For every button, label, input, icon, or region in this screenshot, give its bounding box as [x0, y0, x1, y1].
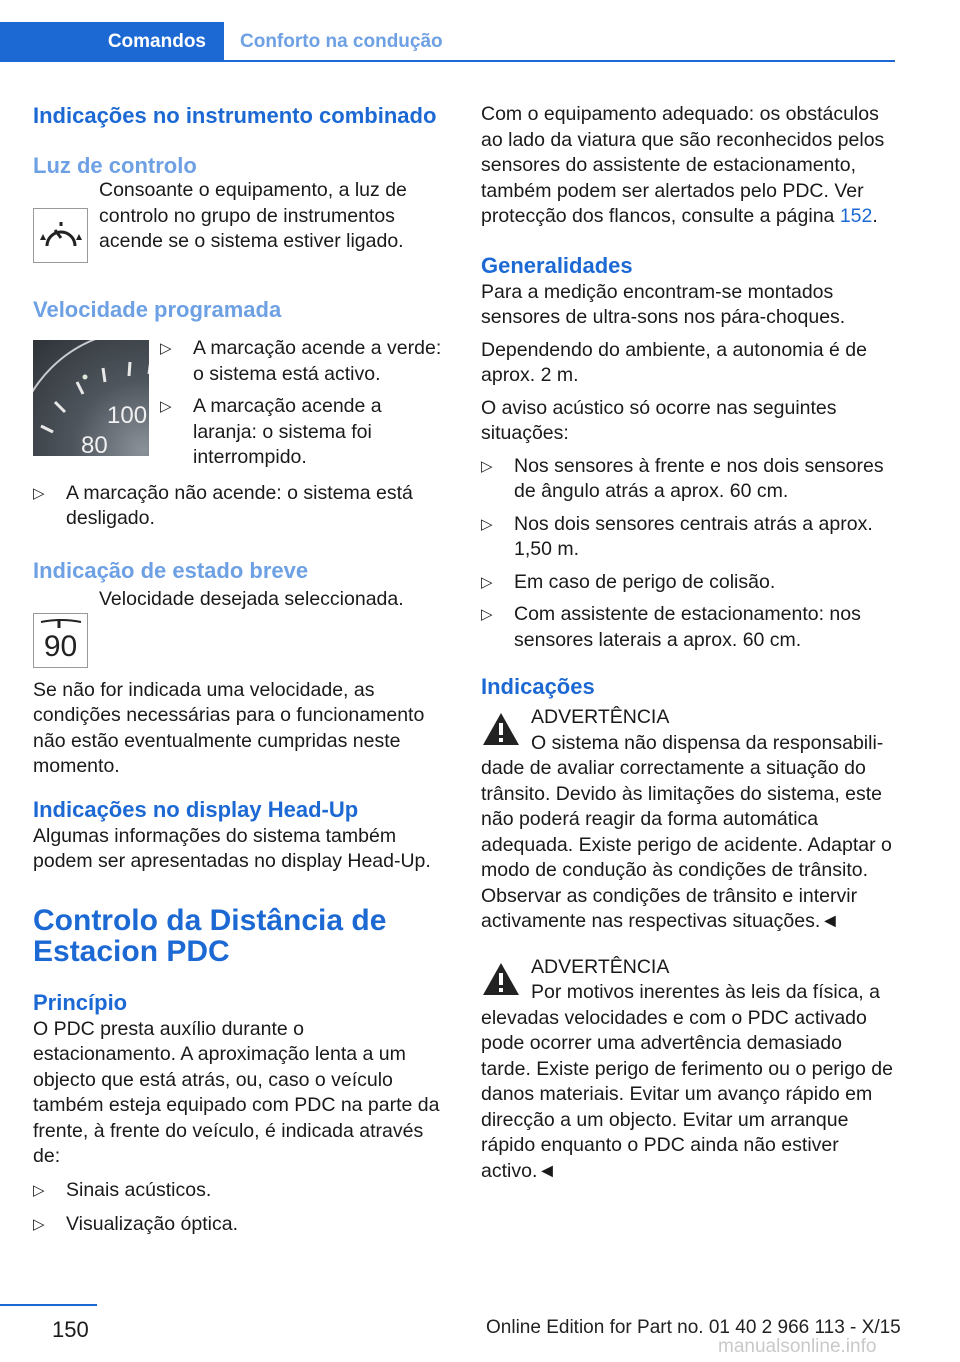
- heading-indicacoes: Indicações: [481, 674, 595, 699]
- page-link-152[interactable]: 152: [839, 205, 873, 227]
- list-item: ▷ Nos dois sensores centrais atrás a aprox. 1,50 m.: [481, 512, 893, 563]
- warning-triangle-icon: [481, 711, 521, 747]
- generalidades-list: [481, 454, 893, 654]
- heading-generalidades: Generalidades: [481, 252, 633, 278]
- heading-luz-de-controlo: Luz de controlo: [33, 153, 197, 178]
- heading-indicacoes-instrumento: Indicações no instrumento combinado: [33, 103, 437, 128]
- gen-p1: Para a medição encontram-se montados sensores de ultra-sons nos pára-choques.: [481, 280, 846, 328]
- list-item: ▷ A marcação acende a verde: o sistema está activo.: [160, 336, 447, 387]
- velocidade-list-2: [33, 481, 448, 532]
- heading-principio: Princípio: [33, 989, 128, 1015]
- heading-pdc: Controlo da Distância de Estacion PDC: [33, 903, 387, 968]
- list-item: ▷ Nos sensores à frente e nos dois sensores de ângulo atrás a aprox. 60 cm.: [481, 454, 893, 505]
- principio-list: [33, 1178, 448, 1238]
- headup-text: Algumas informações do sistema também podem ser apresentadas no display Head-Up.: [33, 824, 431, 872]
- warning-2-first-line: Por motivos inerentes às leis da física, a: [531, 981, 880, 1003]
- velocidade-list: [160, 336, 447, 478]
- footer-divider: [0, 1304, 97, 1306]
- gen-p3: O aviso acústico só ocorre nas seguintes situações:: [481, 396, 837, 444]
- luz-text: Consoante o equipamento, a luz de controlo no grupo de instrumentos acende se o sistema estiver ligado.: [99, 179, 407, 252]
- edition-text: Online Edition for Part no. 01 40 2 966 113 - X/15: [486, 1317, 901, 1338]
- watermark: manualsonline.info: [718, 1336, 877, 1357]
- heading-display-head-up: Indicações no display Head-Up: [33, 796, 359, 822]
- warning-1-first-line: O sistema não dispensa da responsabili-: [531, 731, 884, 754]
- heading-velocidade-programada: Velocidade programada: [33, 297, 282, 322]
- header-divider: [0, 60, 895, 62]
- warning-1: [481, 705, 893, 935]
- warning-2: [481, 955, 893, 1185]
- tab-comandos[interactable]: Comandos: [0, 22, 224, 62]
- list-item: ▷ A marcação não acende: o sistema está desligado.: [33, 481, 448, 532]
- warning-2-title: ADVERTÊNCIA: [531, 955, 670, 978]
- tab-conforto-na-conducao[interactable]: Conforto na condução: [240, 31, 443, 52]
- page-number: 150: [52, 1317, 89, 1342]
- estado-text: Velocidade desejada seleccionada.: [99, 587, 404, 610]
- gen-p2: Dependendo do ambiente, a autonomia é de aprox. 2 m.: [481, 338, 867, 386]
- warning-1-body: dade de avaliar correctamente a situação do trânsito. Devido às limitações do sistema, este não poderá reagir da forma automática adequada. Existe perigo de acidente. Adaptar o modo de condução às condições de trânsito. Observar as condições de trânsito e intervir activamente nas respectivas situações.◄: [481, 757, 892, 932]
- list-item: ▷ Sinais acústicos.: [33, 1178, 448, 1204]
- list-item: ▷ A marcação acende a laranja: o sistema foi interrompido.: [160, 394, 447, 471]
- gauge-label-100: 100: [107, 402, 148, 429]
- header-tabs: [0, 22, 895, 62]
- left-column: [33, 100, 448, 1245]
- gauge-label-80: 80: [81, 432, 108, 456]
- list-item: ▷ Com assistente de estacionamento: nos sensores laterais a aprox. 60 cm.: [481, 602, 893, 653]
- heading-indicacao-estado-breve: Indicação de estado breve: [33, 557, 309, 583]
- speed-90-value: 90: [43, 629, 78, 663]
- cruise-control-icon: [33, 208, 88, 263]
- nao-indicada-text: Se não for indicada uma velocidade, as condições necessárias para o funcionamento não estão eventualmente cumpridas neste momento.: [33, 678, 425, 777]
- warning-triangle-icon: [481, 961, 521, 997]
- warning-2-body: elevadas velocidades e com o PDC activado pode ocorrer uma advertência demasiado tarde. Existe perigo de ferimento ou o perigo de danos materiais. Evitar um avanço rápido em direcção a um objecto. Evitar um arranque rápido enquanto o PDC ainda não estiver activo.◄: [481, 1006, 893, 1182]
- speedometer-image: [33, 340, 149, 456]
- list-item: ▷ Visualização óptica.: [33, 1212, 448, 1238]
- equipamento-text: Com o equipamento adequado: os obstáculos ao lado da viatura que são reconhecidos pelos sensores do assistente de estacionamento, também podem ser alertados pelo PDC. Ver protecção dos flancos, consulte a página 152.: [481, 103, 885, 227]
- principio-text: O PDC presta auxílio durante o estacionamento. A aproximação lenta a um objecto que está atrás, ou, caso o veículo também esteja equipado com PDC na parte da frente, à frente do veículo, é indicada através de:: [33, 1017, 440, 1167]
- right-column: [481, 100, 893, 1184]
- warning-1-title: ADVERTÊNCIA: [531, 706, 670, 728]
- speed-90-icon: [33, 613, 88, 668]
- list-item: ▷ Em caso de perigo de colisão.: [481, 570, 893, 596]
